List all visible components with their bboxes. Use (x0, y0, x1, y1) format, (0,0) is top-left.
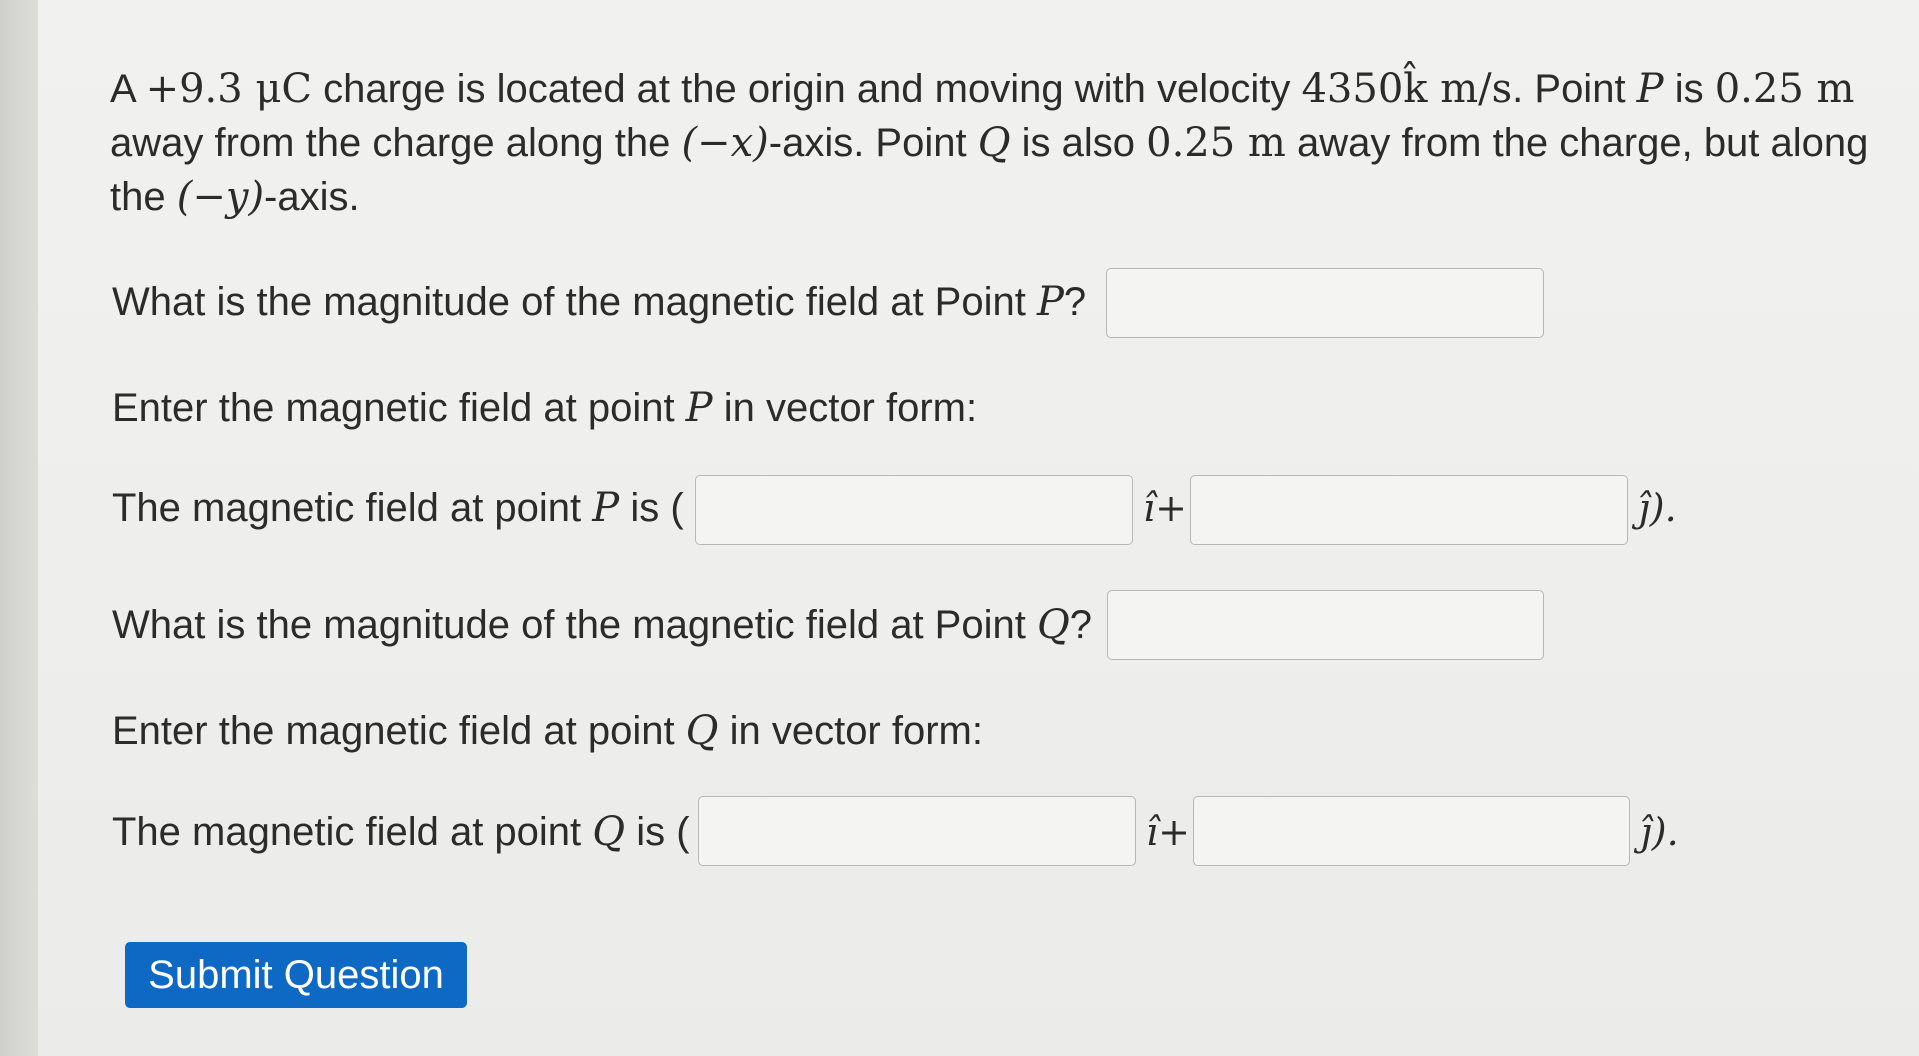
distance-q-value: 0.25 m (1146, 120, 1286, 166)
i-hat-unit: î+ (1146, 810, 1190, 854)
vector-p-j-input[interactable] (1190, 475, 1628, 545)
j-hat-unit: ĵ). (1640, 810, 1679, 854)
j-hat-unit: ĵ). (1638, 486, 1677, 530)
magnitude-q-question: What is the magnitude of the magnetic field at Point Q? (112, 602, 1093, 648)
i-hat-unit: î+ (1143, 486, 1187, 530)
point-p-var: P (1636, 66, 1664, 112)
problem-statement: A +9.3 μC charge is located at the origin and moving with velocity 4350k̂ m/s. Point P is 0.25 m away from the charge along the (−x)-axis. Point Q is also 0.25 m away from the charge, but along the (−y)-axis. (110, 66, 1869, 220)
axis-q-value: (−y) (176, 174, 265, 220)
page-left-edge (0, 0, 38, 1056)
submit-question-button[interactable]: Submit Question (125, 942, 467, 1008)
magnitude-p-question: What is the magnitude of the magnetic field at Point P? (112, 279, 1087, 325)
vector-q-j-input[interactable] (1193, 796, 1630, 866)
vector-q-instruction: Enter the magnetic field at point Q in vector form: (112, 708, 983, 754)
distance-p-value: 0.25 m (1714, 66, 1855, 112)
point-q-var: Q (977, 120, 1011, 166)
vector-p-label: The magnetic field at point P is ( (112, 485, 684, 531)
vector-q-label: The magnetic field at point Q is ( (112, 809, 690, 855)
charge-value: +9.3 μC (145, 66, 313, 112)
magnitude-q-input[interactable] (1107, 590, 1544, 660)
vector-p-instruction: Enter the magnetic field at point P in vector form: (112, 385, 978, 431)
velocity-value: 4350k̂ m/s (1301, 66, 1513, 112)
vector-p-i-input[interactable] (695, 475, 1133, 545)
axis-p-value: (−x) (681, 120, 769, 166)
magnitude-p-input[interactable] (1106, 268, 1544, 338)
vector-q-i-input[interactable] (698, 796, 1136, 866)
